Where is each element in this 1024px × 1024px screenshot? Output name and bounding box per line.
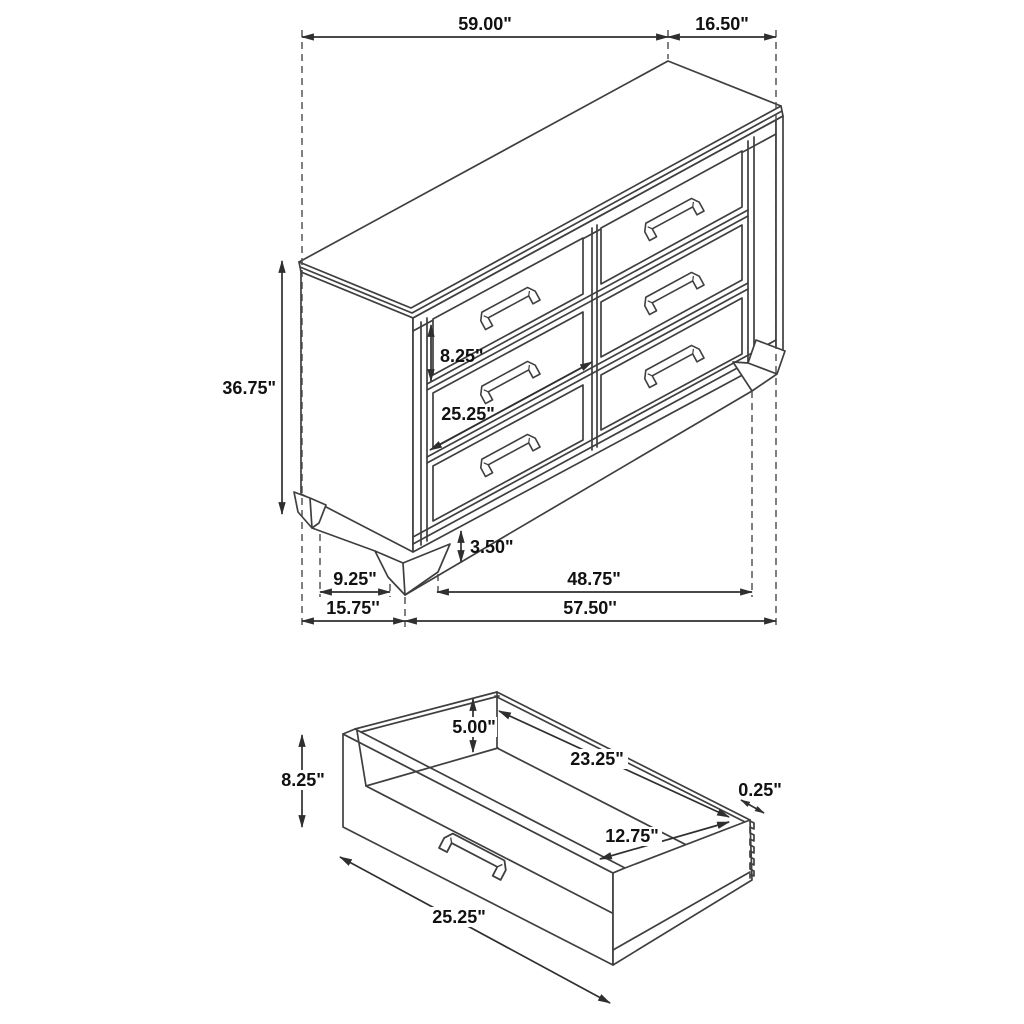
dresser-right-panel (776, 116, 783, 357)
dim-front-feet-span (437, 569, 752, 592)
dim-label-base-front-width: 57.50'' (563, 598, 617, 618)
dim-label-overall-depth: 16.50" (695, 14, 749, 34)
dim-label-drawer-front-width: 25.25" (441, 404, 495, 424)
dim-label-front-height: 8.25" (281, 770, 325, 790)
dim-base-front-width (405, 598, 776, 621)
dim-back-foot-inset (320, 569, 390, 592)
dim-label-side-base-depth: 15.75'' (326, 598, 380, 618)
dim-panel-thickness (738, 780, 782, 813)
dim-front-height (281, 735, 325, 827)
dim-overall-depth (668, 14, 776, 37)
dim-label-panel-thickness: 0.25" (738, 780, 782, 800)
dim-label-back-foot-inset: 9.25" (333, 569, 377, 589)
dim-interior-width (499, 711, 729, 817)
dim-label-front-feet-span: 48.75" (567, 569, 621, 589)
dim-label-foot-height: 3.50" (470, 537, 514, 557)
dim-label-box-wall-height: 5.00" (452, 717, 496, 737)
dim-label-interior-width: 23.25" (570, 749, 624, 769)
dresser-view (222, 14, 785, 627)
dim-side-base-depth (302, 598, 405, 621)
dim-label-overall-width: 59.00" (458, 14, 512, 34)
drawer-view (281, 692, 782, 1003)
dim-label-front-width: 25.25" (432, 907, 486, 927)
dresser-drawing (294, 61, 785, 595)
dim-overall-height (222, 261, 282, 514)
dim-label-drawer-front-height: 8.25" (440, 346, 484, 366)
dim-overall-width (302, 14, 668, 37)
dim-label-overall-height: 36.75" (222, 378, 276, 398)
dim-label-interior-depth: 12.75" (605, 826, 659, 846)
